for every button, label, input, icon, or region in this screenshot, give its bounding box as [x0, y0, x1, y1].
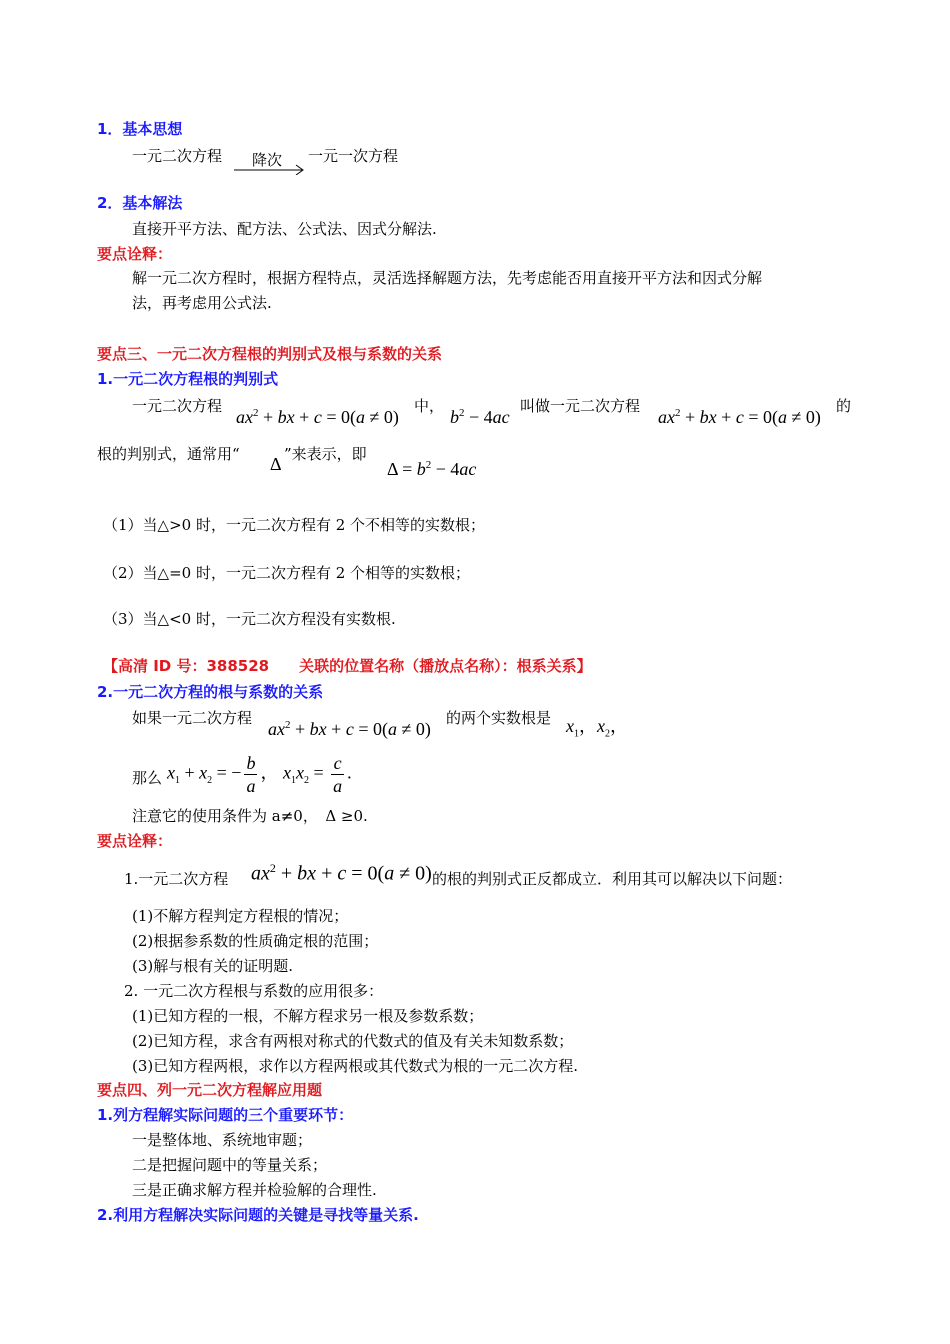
vieta-text-a: 如果一元二次方程	[132, 709, 253, 727]
disc-text-a: 一元二次方程	[132, 397, 223, 415]
case-positive: （1）当△>0 时，一元二次方程有 2 个不相等的实数根；	[103, 516, 486, 534]
equation-vieta: $x_1 + x_2$ = − $\frac{b}{a}$ ， $x_1x_2$ = $\frac{c}{a}$ .	[167, 753, 352, 796]
disc-text-e: 根的判别式，通常用“	[97, 445, 240, 463]
sub-key-relation: 2.利用方程解决实际问题的关键是寻找等量关系.	[97, 1206, 419, 1224]
case-negative: （3）当△<0 时，一元二次方程没有实数根.	[103, 610, 396, 628]
disc-text-b: 中，	[414, 397, 445, 415]
note-2-item3: (3)解与根有关的证明题.	[132, 957, 294, 975]
disc-text-d: 的	[836, 397, 852, 415]
note-2-line1-b: 的根的判别式正反都成立．利用其可以解决以下问题：	[432, 870, 793, 888]
sub-three-steps: 1.列方程解实际问题的三个重要环节：	[97, 1106, 354, 1124]
sub-vieta: 2.一元二次方程的根与系数的关系	[97, 683, 324, 701]
equation-quadratic-4: $ax^2$ + bx + c = 0(a ≠ 0)	[251, 861, 432, 885]
delta-symbol: Δ	[270, 454, 282, 474]
heading-basic-idea: 1．基本思想	[97, 120, 183, 138]
heading-basic-methods: 2．基本解法	[97, 194, 183, 212]
usage-condition: 注意它的使用条件为 a≠0， Δ ≥0.	[132, 807, 368, 825]
methods-text: 直接开平方法、配方法、公式法、因式分解法.	[132, 220, 437, 238]
equation-quadratic-2: $ax^2$ + bx + c = 0(a ≠ 0)	[658, 407, 821, 427]
roots-x1-x2: $x_1$，$x_2$，	[566, 716, 628, 740]
step-2: 二是把握问题中的等量关系；	[132, 1156, 328, 1174]
flow-from: 一元二次方程	[132, 147, 223, 165]
vieta-text-b: 的两个实数根是	[446, 709, 552, 727]
note-3-line1: 2. 一元二次方程根与系数的应用很多：	[124, 982, 384, 1000]
flow-arrow-label: 降次	[252, 151, 283, 169]
note-3-item2: (2)已知方程，求含有两根对称式的代数式的值及有关未知数系数；	[132, 1032, 574, 1050]
note-1-line1: 解一元二次方程时，根据方程特点，灵活选择解题方法，先考虑能否用直接开平方法和因式分解	[132, 269, 763, 287]
step-3: 三是正确求解方程并检验解的合理性.	[132, 1181, 377, 1199]
equation-quadratic-1: $ax^2$ + bx + c = 0(a ≠ 0)	[236, 407, 399, 427]
note-2-item1: (1)不解方程判定方程根的情况；	[132, 907, 349, 925]
note-3-item1: (1)已知方程的一根，不解方程求另一根及参数系数；	[132, 1007, 484, 1025]
sub-discriminant: 1.一元二次方程根的判别式	[97, 370, 279, 388]
equation-quadratic-3: $ax^2$ + bx + c = 0(a ≠ 0)	[268, 719, 431, 739]
hd-id-banner: 【高清 ID 号：388528 关联的位置名称（播放点名称）：根系关系】	[103, 657, 592, 675]
equation-delta: $\Delta = b^2 - 4ac$	[387, 459, 477, 479]
note-2-line1-a: 1.一元二次方程	[124, 870, 229, 888]
flow-to: 一元一次方程	[308, 147, 399, 165]
disc-text-c: 叫做一元二次方程	[520, 397, 641, 415]
note-3-item3: (3)已知方程两根，求作以方程两根或其代数式为根的一元二次方程.	[132, 1057, 579, 1075]
note-2-item2: (2)根据参系数的性质确定根的范围；	[132, 932, 379, 950]
vieta-text-c: 那么	[132, 769, 163, 787]
disc-text-f: ”来表示，即	[284, 445, 367, 463]
equation-discriminant: $b^2 - 4ac$	[450, 407, 510, 427]
case-zero: （2）当△=0 时，一元二次方程有 2 个相等的实数根；	[103, 564, 471, 582]
note-1-line2: 法，再考虑用公式法.	[132, 294, 272, 312]
note-label-2: 要点诠释：	[97, 832, 173, 850]
section-4-title: 要点四、列一元二次方程解应用题	[97, 1081, 323, 1099]
step-1: 一是整体地、系统地审题；	[132, 1131, 313, 1149]
section-3-title: 要点三、一元二次方程根的判别式及根与系数的关系	[97, 345, 443, 363]
note-label-1: 要点诠释：	[97, 245, 173, 263]
right-arrow-icon	[234, 163, 306, 175]
